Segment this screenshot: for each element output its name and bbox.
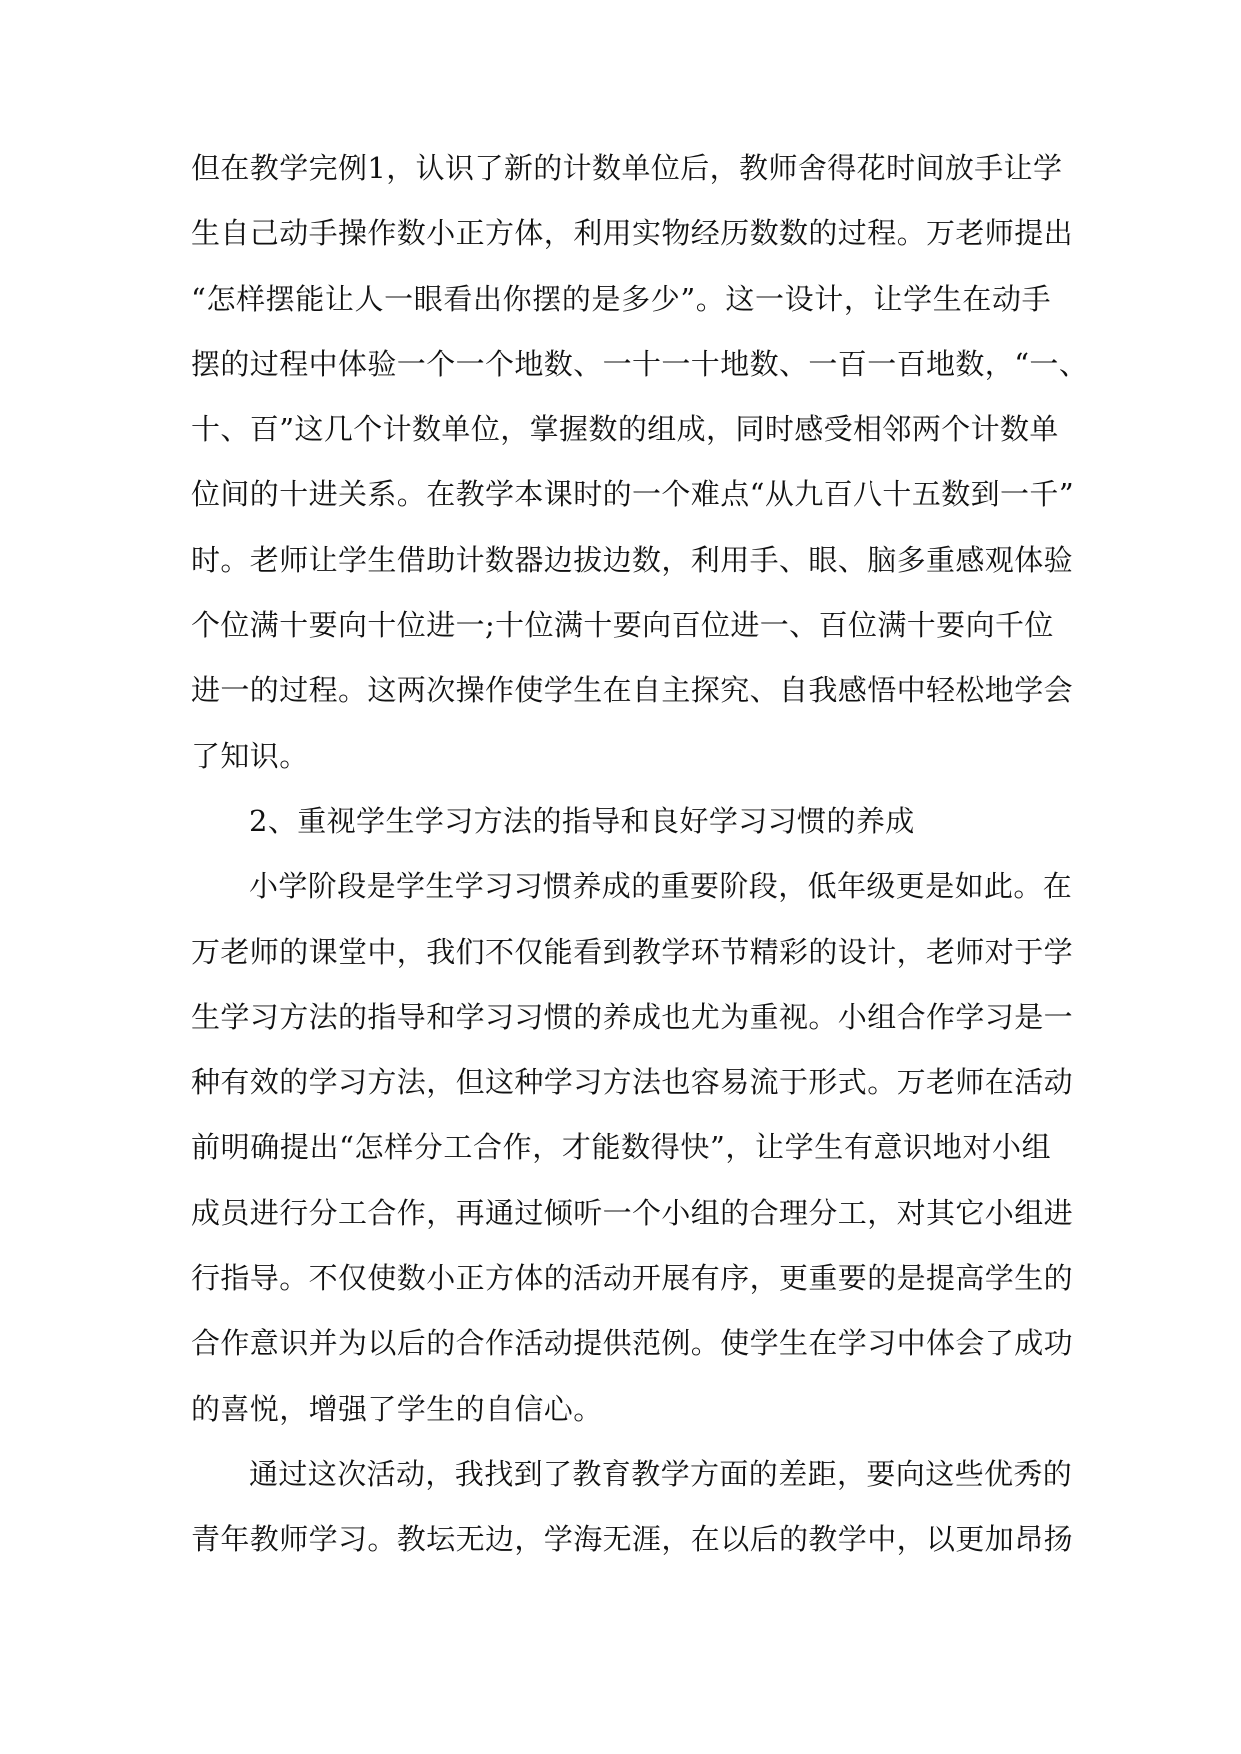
text-line: 青年教师学习。教坛无边，学海无涯，在以后的教学中，以更加昂扬 (191, 1522, 1074, 1557)
text-line: 的喜悦，增强了学生的自信心。 (191, 1391, 603, 1426)
text-line: 个位满十要向十位进一;十位满十要向百位进一、百位满十要向千位 (191, 608, 1054, 643)
text-line: 前明确提出“怎样分工合作，才能数得快”，让学生有意识地对小组 (191, 1130, 1051, 1165)
text-line: 摆的过程中体验一个一个地数、一十一十地数、一百一百地数，“一、 (191, 346, 1089, 381)
text-line: 了知识。 (191, 738, 309, 773)
text-line: 生学习方法的指导和学习习惯的养成也尤为重视。小组合作学习是一 (191, 999, 1074, 1034)
text-line: 万老师的课堂中，我们不仅能看到教学环节精彩的设计，老师对于学 (191, 934, 1074, 969)
section-heading: 2、重视学生学习方法的指导和良好学习习惯的养成 (249, 803, 915, 838)
text-line: 合作意识并为以后的合作活动提供范例。使学生在学习中体会了成功 (191, 1326, 1074, 1361)
text-line: “怎样摆能让人一眼看出你摆的是多少”。这一设计，让学生在动手 (191, 281, 1051, 316)
text-line: 时。老师让学生借助计数器边拔边数，利用手、眼、脑多重感观体验 (191, 542, 1074, 577)
text-line: 十、百”这几个计数单位，掌握数的组成，同时感受相邻两个计数单 (191, 412, 1059, 447)
text-line: 通过这次活动，我找到了教育教学方面的差距，要向这些优秀的 (249, 1456, 1073, 1491)
text-line: 进一的过程。这两次操作使学生在自主探究、自我感悟中轻松地学会 (191, 673, 1074, 708)
document-body (191, 148, 1089, 1585)
text-line: 成员进行分工合作，再通过倾听一个小组的合理分工，对其它小组进 (191, 1195, 1074, 1230)
text-line: 小学阶段是学生学习习惯养成的重要阶段，低年级更是如此。在 (249, 869, 1073, 904)
text-line: 行指导。不仅使数小正方体的活动开展有序，更重要的是提高学生的 (191, 1261, 1074, 1296)
text-line: 位间的十进关系。在教学本课时的一个难点“从九百八十五数到一千” (191, 477, 1075, 512)
text-line: 生自己动手操作数小正方体，利用实物经历数数的过程。万老师提出 (191, 216, 1074, 251)
text-line: 种有效的学习方法，但这种学习方法也容易流于形式。万老师在活动 (191, 1065, 1074, 1100)
text-line: 但在教学完例1，认识了新的计数单位后，教师舍得花时间放手让学 (191, 151, 1063, 185)
